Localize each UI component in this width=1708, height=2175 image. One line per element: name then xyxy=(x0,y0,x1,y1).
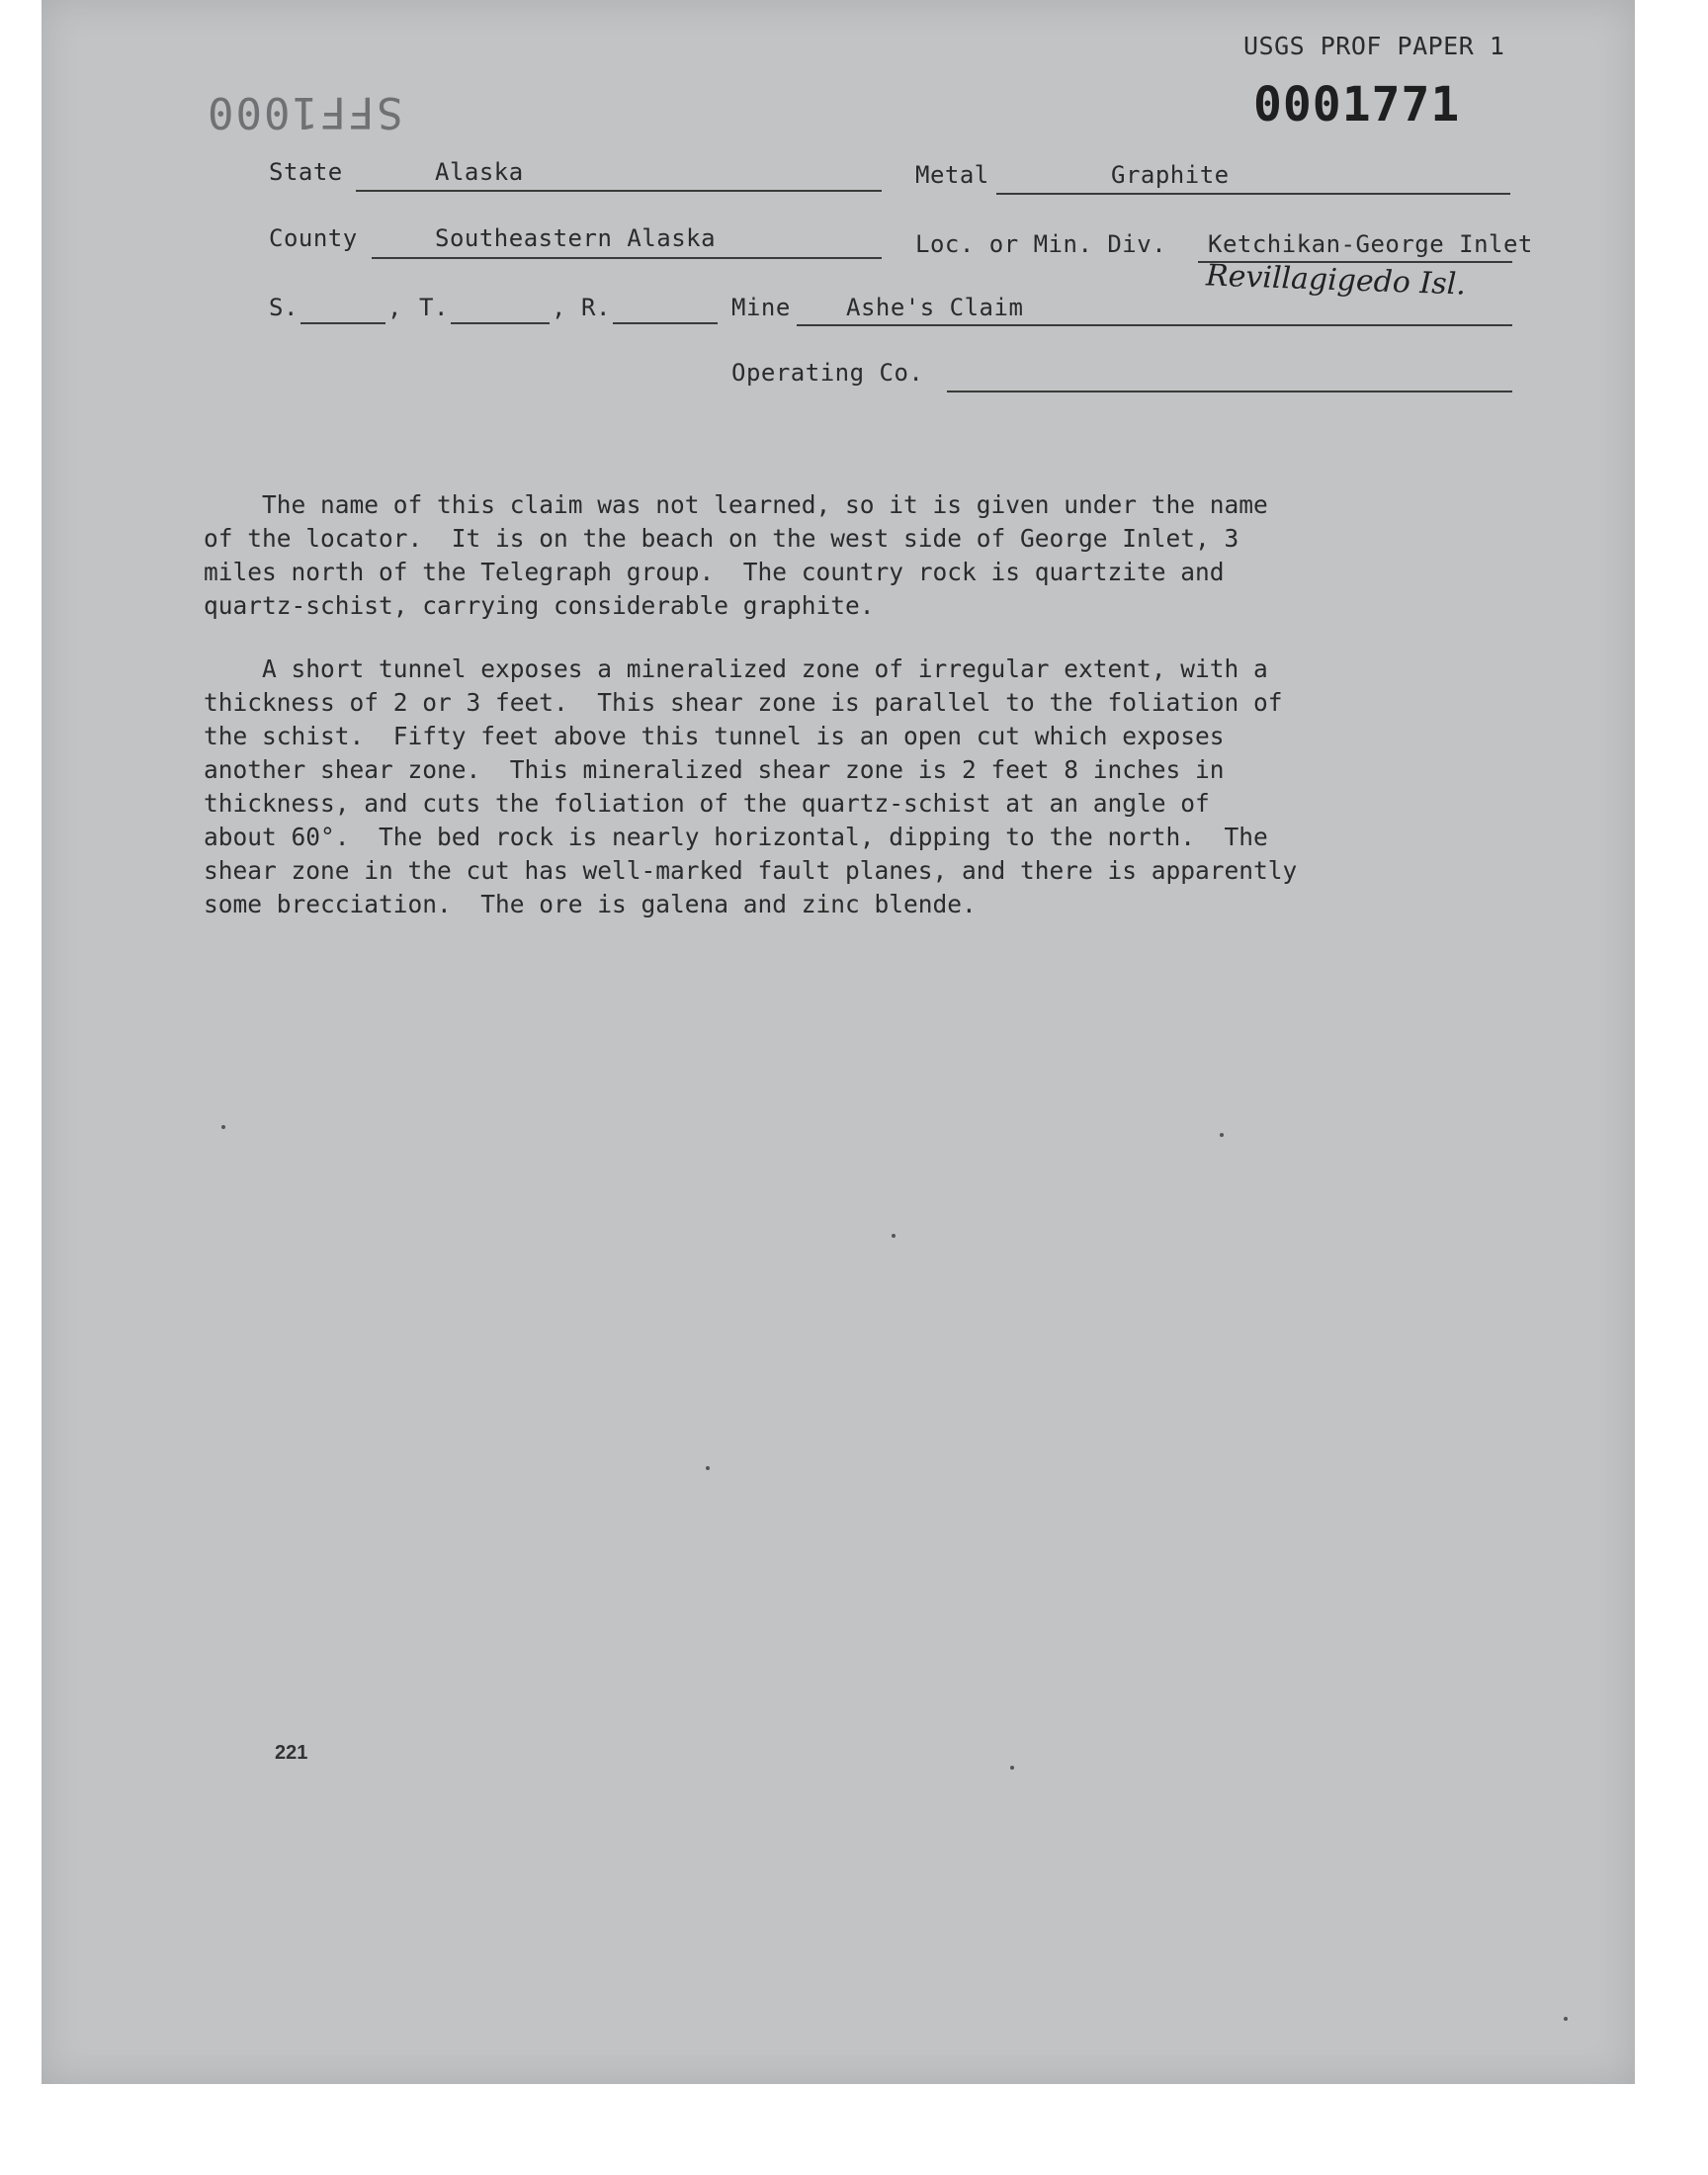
mine-value: Ashe's Claim xyxy=(846,294,1024,321)
range-underline xyxy=(613,322,718,324)
separator-comma: , xyxy=(387,294,402,321)
body-paragraph-1: The name of this claim was not learned, so it is given under the name of the locator. It is on the beach on the west side of George Inlet, 3 miles north of the Telegraph group. The country rock is quartzite and quartz-schist, carrying considerable graphite. xyxy=(204,490,1268,620)
scan-speck xyxy=(1010,1766,1014,1770)
operating-co-underline xyxy=(947,391,1512,392)
loc-value: Ketchikan-George Inlet xyxy=(1208,230,1533,258)
range-label: R. xyxy=(581,294,611,321)
loc-label: Loc. or Min. Div. xyxy=(915,230,1167,258)
scan-speck xyxy=(706,1466,710,1470)
state-underline xyxy=(356,190,882,192)
township-underline xyxy=(451,322,550,324)
collection-label: USGS PROF PAPER 1 xyxy=(1243,32,1505,60)
separator-comma: , xyxy=(552,294,566,321)
scan-speck xyxy=(892,1234,896,1238)
scan-speck xyxy=(1564,2017,1568,2021)
township-label: T. xyxy=(419,294,449,321)
metal-label: Metal xyxy=(915,161,989,189)
state-label: State xyxy=(269,158,343,186)
mine-underline xyxy=(797,324,1512,326)
stamp-upside-down-number: SFF1000 xyxy=(206,87,403,137)
section-underline xyxy=(300,322,385,324)
metal-underline xyxy=(996,193,1510,195)
county-value: Southeastern Alaska xyxy=(435,224,717,252)
handwritten-annotation: Revillagigedo Isl. xyxy=(1205,258,1467,303)
scan-speck xyxy=(221,1125,225,1129)
county-underline xyxy=(372,257,882,259)
body-paragraph-2: A short tunnel exposes a mineralized zone of irregular extent, with a thickness of 2 or 3 feet. This shear zone is parallel to the foliation of the schist. Fifty feet above this tunnel is an open cut which exposes another shear zone. This mineralized shear zone is 2 feet 8 inches in thickness, and cuts the foliation of the quartz-schist at an angle of about 60°. The bed rock is nearly horizontal, dipping to the north. The shear zone in the cut has well-marked fault planes, and there is apparently some brecciation. The ore is galena and zinc blende. xyxy=(204,654,1298,918)
scan-speck xyxy=(1220,1133,1224,1137)
mine-label: Mine xyxy=(731,294,791,321)
page-number: 221 xyxy=(275,1742,308,1764)
state-value: Alaska xyxy=(435,158,524,186)
operating-co-label: Operating Co. xyxy=(731,359,924,387)
metal-value: Graphite xyxy=(1111,161,1230,189)
county-label: County xyxy=(269,224,358,252)
stamp-document-number: 0001771 xyxy=(1253,77,1461,132)
section-label: S. xyxy=(269,294,299,321)
